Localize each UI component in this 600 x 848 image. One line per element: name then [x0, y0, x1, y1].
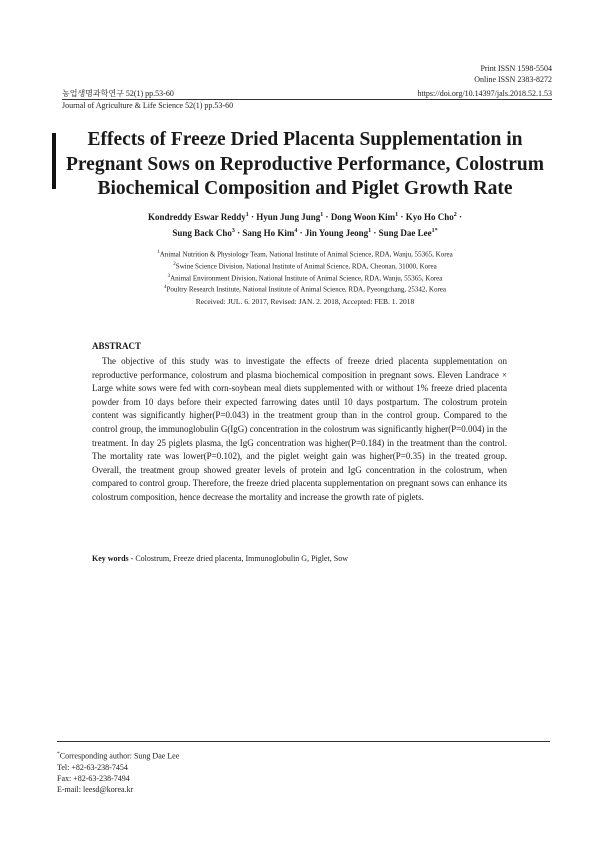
- paper-title: [60, 128, 550, 202]
- footnote-divider: [57, 741, 550, 742]
- author-name: Hyun Jung Jung: [256, 212, 321, 222]
- affiliation-item: $^1$Animal Nutrition & Physiology Team, National Institute of Animal Science, RDA, Wanju, 55365, Korea: [157, 250, 453, 259]
- doi-link[interactable]: https://doi.org/10.14397/jals.2018.52.1.53: [417, 89, 552, 98]
- author-name: Sung Dae Lee: [378, 227, 432, 238]
- footnote-email[interactable]: E-mail: leesd@korea.kr: [57, 785, 134, 795]
- footnote-mark: *: [57, 751, 60, 757]
- author-affil-mark: 1*: [431, 227, 438, 234]
- affiliation-item: $^3$Animal Environment Division, National Institute of Animal Science, RDA, Wanju, 55365, Korea: [167, 273, 443, 282]
- keywords: [92, 553, 507, 564]
- header-divider: [62, 99, 552, 100]
- keywords-text: - Colostrum, Freeze dried placenta, Immunoglobulin G, Piglet, Sow: [130, 554, 348, 563]
- author-name: Sung Back Cho: [172, 227, 232, 238]
- author-name: Dong Woon Kim: [330, 212, 396, 222]
- footnote-fax: Fax: +82-63-238-7494: [57, 774, 130, 784]
- abstract-body: The objective of this study was to investigate the effects of freeze dried placenta supplementation on reproductive performance, colostrum and plasma biochemical composition in pregnant sows. Eleven Landrace × Large white sows were fed with corn-soybean meal diets supplemented with or without 1% freeze dried placenta powder from 10 days before their expected farrowing dates until 10 days postpartum. The colostrum protein content was significantly higher(P=0.043) in the treatment group than in the control group. Compared to the control group, the immunoglobulin G(IgG) concentration in the colostrum was significantly higher(P=0.004) in the treatment. In day 25 piglets plasma, the IgG concentration was higher(P=0.184) in the treatment than the control. The mortality rate was lower(P=0.102), and the piglet weight gain was higher(P=0.35) in the treated group. Overall, the treatment group showed greater levels of protein and IgG concentration in the colostrum, when compared to control group. Therefore, the freeze dried placenta supplementation on pregnant sows can enhance its colostrum composition, hence decrease the mortality and increase the growth rate of piglets.: [92, 356, 507, 502]
- received-dates: Received: JUL. 6. 2017, Revised: JAN. 2. 2018, Accepted: FEB. 1. 2018: [195, 297, 415, 306]
- author-name: Kyo Ho Cho: [405, 212, 454, 222]
- affiliation-item: $^4$Poultry Research Institute, National Institute of Animal Science, RDA, Pyeongchang, 25342, Korea: [163, 285, 447, 294]
- title-line-2: Pregnant Sows on Reproductive Performance, Colostrum: [65, 153, 545, 175]
- corresponding-author: Corresponding author: Sung Dae Lee: [59, 751, 180, 761]
- title-accent-bar: [52, 133, 56, 189]
- keywords-label: Key words: [92, 554, 129, 563]
- affiliation-item: $^2$Swine Science Division, National Institute of Animal Science, RDA, Cheonan, 31000, Korea: [173, 261, 437, 271]
- author-affil-mark: 1: [395, 212, 399, 218]
- corresponding-author-footnote: [57, 749, 179, 795]
- author-affil-mark: 1: [368, 227, 372, 234]
- author-affil-mark: 2: [453, 212, 457, 218]
- title-line-1: Effects of Freeze Dried Placenta Supplementation in: [87, 129, 523, 150]
- author-affil-mark: 1: [320, 212, 324, 218]
- author-name: Jin Young Jeong: [304, 227, 369, 238]
- issn-online: Online ISSN 2383-8272: [474, 75, 552, 84]
- issn-print: Print ISSN 1598-5504: [480, 64, 552, 73]
- footnote-tel: Tel: +82-63-238-7454: [57, 762, 128, 772]
- journal-citation-english: Journal of Agriculture & Life Science 52(1) pp.53-60: [62, 101, 234, 110]
- abstract-heading: ABSTRACT: [92, 341, 142, 351]
- author-list: Kondreddy Eswar Reddy$^1$ · Hyun Jung Jung$^1$ · Dong Woon Kim$^1$ · Kyo Ho Cho$^2$ · Sung Back Cho$^3$ · Sang Ho Kim$^4$ · Jin Young Jeong$^1$ · Sung Dae Lee$^{1*}$: [148, 212, 462, 238]
- author-affil-mark: 3: [231, 227, 235, 234]
- author-affil-mark: 4: [294, 227, 298, 234]
- author-affil-mark: 1: [245, 212, 249, 218]
- author-name: Kondreddy Eswar Reddy: [148, 212, 246, 222]
- journal-citation-korean: 농업생명과학연구 52(1) pp.53-60: [62, 89, 174, 98]
- affiliation-list: [70, 248, 540, 295]
- author-name: Sang Ho Kim: [242, 227, 295, 238]
- title-line-3: Biochemical Composition and Piglet Growth Rate: [97, 178, 513, 199]
